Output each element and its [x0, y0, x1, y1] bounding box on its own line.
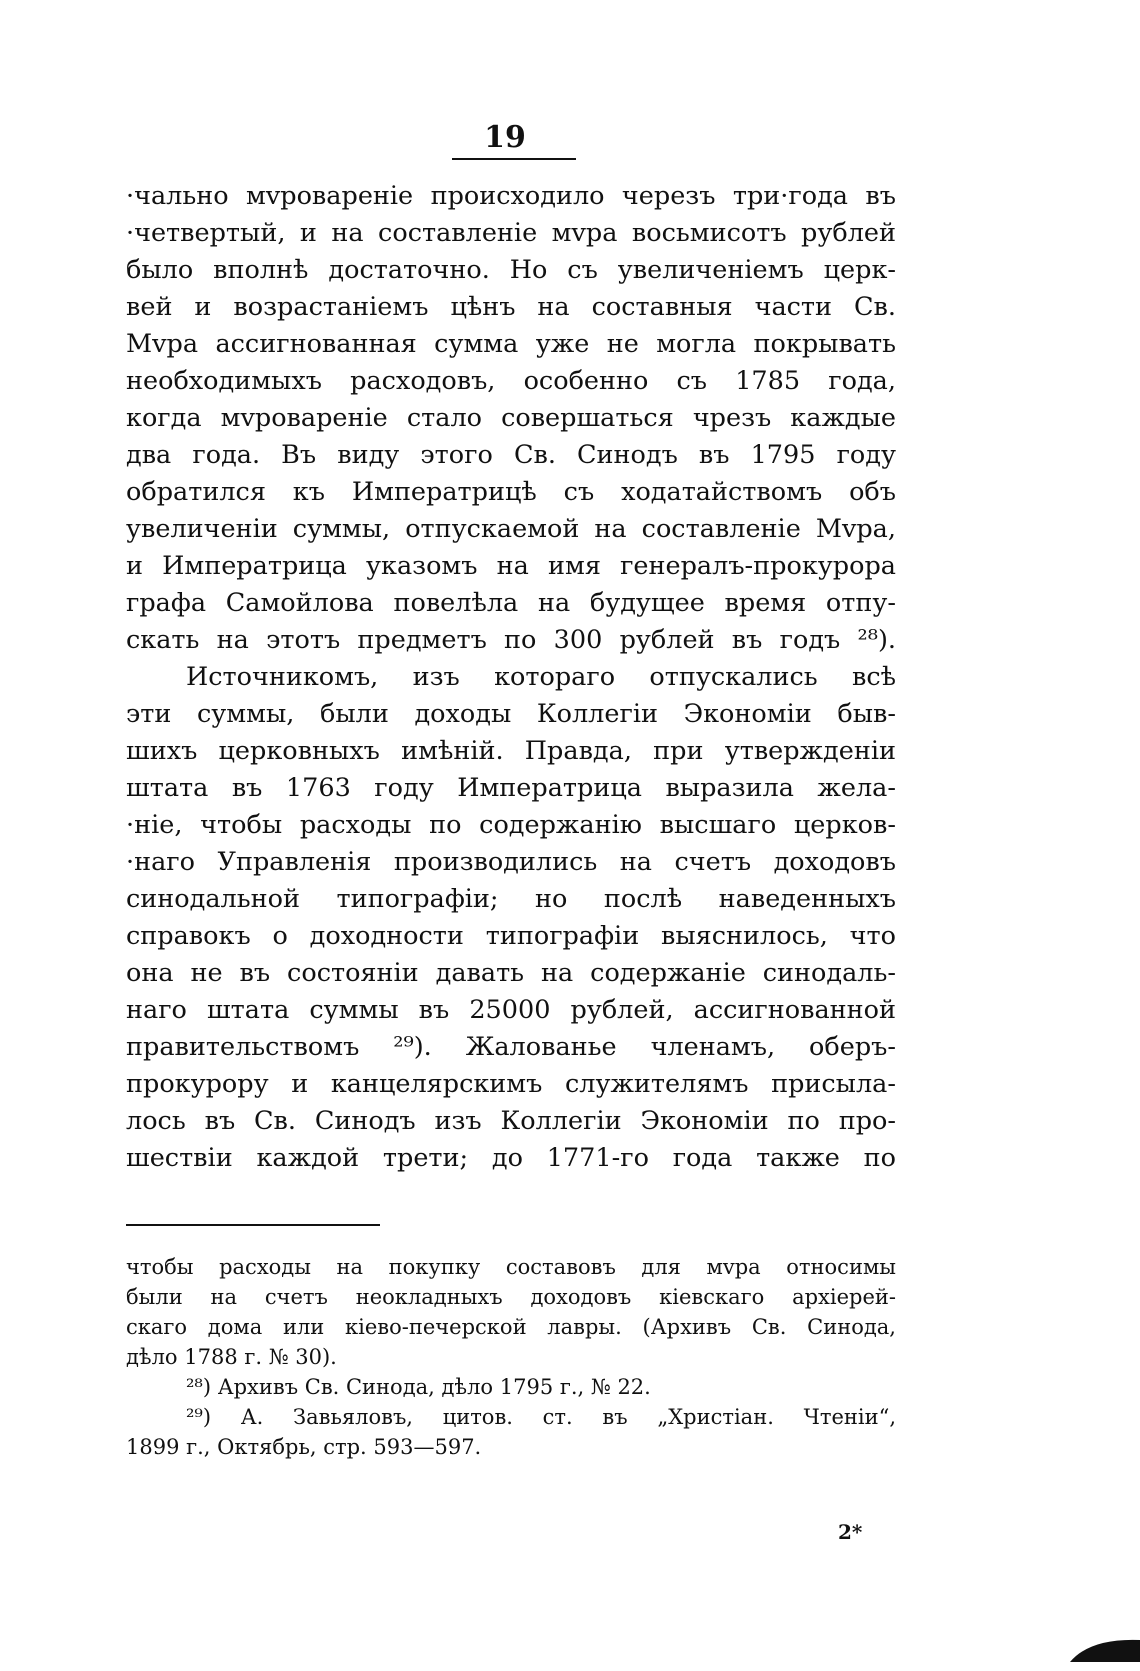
page-edge-mark [1060, 1634, 1140, 1664]
body-text-line: синодальной типографіи; но послѣ наведенныхъ [126, 884, 896, 914]
body-text-line: Мvра ассигнованная сумма уже не могла покрывать [126, 329, 896, 359]
body-text-line: шествіи каждой трети; до 1771-го года также по [126, 1143, 896, 1173]
main-text [126, 178, 896, 1177]
body-text-line: лось въ Св. Синодъ изъ Коллегіи Экономіи по про- [126, 1106, 896, 1136]
footnotes [126, 1252, 896, 1462]
signature-mark: 2* [838, 1520, 863, 1544]
body-text-line: скать на этотъ предметъ по 300 рублей въ годъ ²⁸). [126, 625, 896, 655]
body-text-line: эти суммы, были доходы Коллегіи Экономіи быв- [126, 699, 896, 729]
footnote-line: дѣло 1788 г. № 30). [126, 1345, 337, 1369]
body-text-line: справокъ о доходности типографіи выяснилось, что [126, 921, 896, 951]
body-text-line: когда мvровареніе стало совершаться чрезъ каждые [126, 403, 896, 433]
body-text-line: наго штата суммы въ 25000 рублей, ассигнованной [126, 995, 896, 1025]
body-text-line: и Императрица указомъ на имя генералъ-прокурора [126, 551, 896, 581]
footnote-line: ²⁸) Архивъ Св. Синода, дѣло 1795 г., № 22. [186, 1375, 651, 1399]
body-text-line: правительствомъ ²⁹). Жалованье членамъ, оберъ- [126, 1032, 896, 1062]
footnote-line: чтобы расходы на покупку составовъ для мvра относимы [126, 1255, 896, 1279]
body-text-line: вей и возрастаніемъ цѣнъ на составныя части Св. [126, 292, 896, 322]
body-text-line: увеличеніи суммы, отпускаемой на составленіе Мvра, [126, 514, 896, 544]
page-number-rule [452, 158, 576, 160]
body-text-line: штата въ 1763 году Императрица выразила жела- [126, 773, 896, 803]
body-text-line: ·четвертый, и на составленіе мvра восьмисотъ рублей [126, 218, 896, 248]
footnote-divider [126, 1224, 380, 1226]
body-text-line: ·наго Управленія производились на счетъ доходовъ [126, 847, 896, 877]
body-text-line: обратился къ Императрицѣ съ ходатайствомъ объ [126, 477, 896, 507]
footnote-line: скаго дома или кіево-печерской лавры. (Архивъ Св. Синода, [126, 1315, 896, 1339]
footnote-line: 1899 г., Октябрь, стр. 593—597. [126, 1435, 482, 1459]
body-text-line: Источникомъ, изъ котораго отпускались всѣ [186, 662, 896, 692]
body-text-line: было вполнѣ достаточно. Но съ увеличеніемъ церк- [126, 255, 896, 285]
footnote-line: ²⁹) А. Завьяловъ, цитов. ст. въ „Христіан. Чтеніи“, [186, 1405, 896, 1429]
page-number: 19 [484, 120, 526, 155]
body-text-line: она не въ состояніи давать на содержаніе синодаль- [126, 958, 896, 988]
body-text-line: ·чально мvровареніе происходило черезъ три·года въ [126, 181, 896, 211]
body-text-line: шихъ церковныхъ имѣній. Правда, при утвержденіи [126, 736, 896, 766]
body-text-line: два года. Въ виду этого Св. Синодъ въ 1795 году [126, 440, 896, 470]
body-text-line: ·ніе, чтобы расходы по содержанію высшаго церков- [126, 810, 896, 840]
body-text-line: графа Самойлова повелѣла на будущее время отпу- [126, 588, 896, 618]
footnote-line: были на счетъ неокладныхъ доходовъ кіевскаго архіерей- [126, 1285, 896, 1309]
body-text-line: необходимыхъ расходовъ, особенно съ 1785 года, [126, 366, 896, 396]
body-text-line: прокурору и канцелярскимъ служителямъ присыла- [126, 1069, 896, 1099]
